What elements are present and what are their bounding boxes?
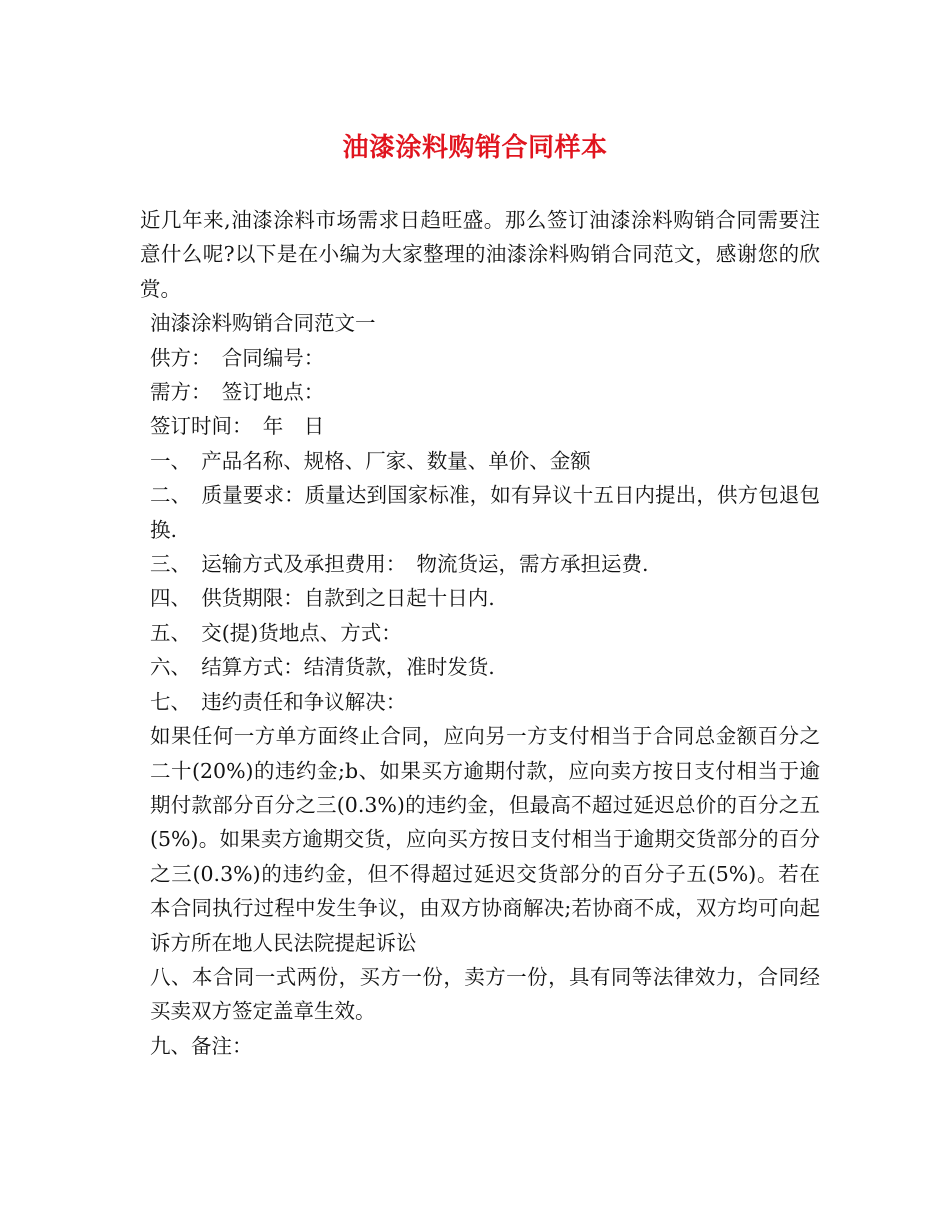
paragraph-clause-1: 一、 产品名称、规格、厂家、数量、单价、金额 [150,448,591,473]
paragraph-clause-7-body: 如果任何一方单方面终止合同，应向另一方支付相当于合同总金额百分之二十(20%)的违约金;b、如果买方逾期付款，应向卖方按日支付相当于逾期付款部分百分之三(0.3%)的违约金，但最高不超过延迟总价的百分之五(5%)。如果卖方逾期交货，应向买方按日支付相当于逾期交货部分的百分之三(0.3%)的违约金，但不得超过延迟交货部分的百分子五(5%)。若在本合同执行过程中发生争议，由双方协商解决;若协商不成，双方均可向起诉方所在地人民法院提起诉讼 [150,724,820,955]
document-title: 油漆涂料购销合同样本 [342,133,608,163]
paragraph-clause-7: 七、 违约责任和争议解决： [150,689,407,714]
document-body [140,203,820,1063]
paragraph-intro: 近几年来,油漆涂料市场需求日趋旺盛。那么签订油漆涂料购销合同需要注意什么呢?以下是在小编为大家整理的油漆涂料购销合同范文，感谢您的欣赏。 [140,208,820,301]
paragraph-clause-4: 四、 供货期限：自款到之日起十日内. [150,586,495,611]
paragraph-clause-2: 二、 质量要求：质量达到国家标准，如有异议十五日内提出，供方包退包换. [150,483,820,542]
paragraph-clause-9: 九、备注： [150,1033,253,1058]
paragraph-sample-heading: 油漆涂料购销合同范文一 [150,311,376,336]
paragraph-supplier: 供方： 合同编号： [150,345,325,370]
paragraph-clause-3: 三、 运输方式及承担费用： 物流货运，需方承担运费. [150,552,649,577]
paragraph-clause-6: 六、 结算方式：结清货款，准时发货. [150,655,495,680]
paragraph-clause-8: 八、本合同一式两份，买方一份，卖方一份，具有同等法律效力，合同经买卖双方签定盖章生效。 [150,964,820,1024]
paragraph-sign-date: 签订时间： 年 日 [150,414,325,439]
paragraph-clause-5: 五、 交(提)货地点、方式： [150,620,402,645]
paragraph-buyer: 需方： 签订地点： [150,380,325,405]
